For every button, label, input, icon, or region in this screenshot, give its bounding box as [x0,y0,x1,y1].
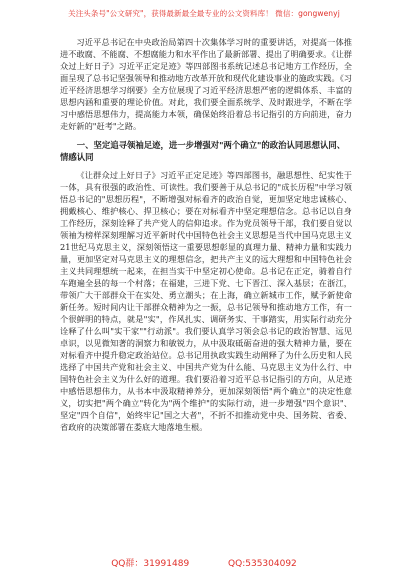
section-paragraph: 《让群众过上好日子》习近平正定足迹》等四部图书，融思想性、纪实性于一体，具有很强的政治性、可读性。我们要善于从总书记的"成长历程"中学习领悟总书记的"思想历程"，不断增强对标看齐的政治自觉，更加坚定地忠诚核心、拥戴核心、维护核心、捍卫核心；要在对标看齐中坚定理想信念。总书记以自身工作经历，深刻诠释了共产党人的信仰追求。作为党员领导干部，我们要自觉以领袖为榜样深刻理解习近平新时代中国特色社会主义思想是当代中国马克思主义21世纪马克思主义，深刻领悟这一重要思想彰显的真理力量、精神力量和实践力量，更加坚定对马克思主义的理想信念，把共产主义的远大理想和中国特色社会主义共同理想统一起来，在担当实干中坚定初心使命。总书记在正定，骑着自行车跑遍全县的每一个村落；在福建，三进下党、七下晋江、深入基层；在浙江，带领广大干部群众干在实处、勇立潮头；在上海，确立新城市工作，赋予新使命新任务。短时间内让干部群众精神为之一振，总书记领导和推动地方工作，有一个很鲜明的特点，就是"实"，作风扎实、调研务实、干事踏实，用实际行动充分诠释了什么叫"实干家""行动派"。我们要认真学习领会总书记的政治智慧、远见卓识，以见微知著的洞察力和敏锐力，从中汲取砥砺奋进的强大精神力量，要在对标看齐中提升稳定政治站位。总书记用执政实践生动阐释了为什么历史和人民选择了中国共产党和社会主义、中国共产党为什么能、马克思主义为什么行、中国特色社会主义为什么好的道理。我们要沿着习近平总书记指引的方向，从足迹中感悟思想伟力，从书本中汲取精神养分，更加深刻领悟"两个确立"的决定性意义，切实把"两个确立"转化为"两个维护"的实际行动，进一步增强"四个意识"、坚定"四个自信"，始终牢记"国之大者"，不折不扣推动党中央、国务院、省委、省政府的决策部署在娄底大地落地生根。 [60,170,352,432]
qq-group-text: QQ群：31991489 [111,559,190,569]
section-title: 一、坚定追寻领袖足迹，进一步增强对"两个确立"的政治认同思想认同、情感认同 [60,140,346,162]
page-header-banner: 关注头条号"公文研究"，获得最新最全最专业的公文资料库！ 微信：gongwenyj [68,9,340,18]
page-footer [0,556,408,569]
intro-paragraph: 习近平总书记在中央政治局第四十次集体学习时的重要讲话，对提高一体推进不敢腐、不能腐、不想腐能力和水平作出了最新部署、提出了明确要求。《让群众过上好日子》习近平正定足迹》等四部图书系统记述总书记地方工作经历，全面呈现了总书记坚强领导和推动地方改革开放和现代化建设事业的施政实践。《习近平经济思想学习纲要》全方位展现了习近平经济思想严密的逻辑体系、丰富的思想内涵和重要的理论价值。对此，我们要全面系统学、及时跟进学，不断在学习中感悟思想伟力，提高能力本领，确保始终沿着总书记指引的方向前进，奋力走好新的"赶考"之路。 [60,37,352,131]
document-body [60,36,352,433]
qq-text: QQ:535304092 [228,559,297,569]
